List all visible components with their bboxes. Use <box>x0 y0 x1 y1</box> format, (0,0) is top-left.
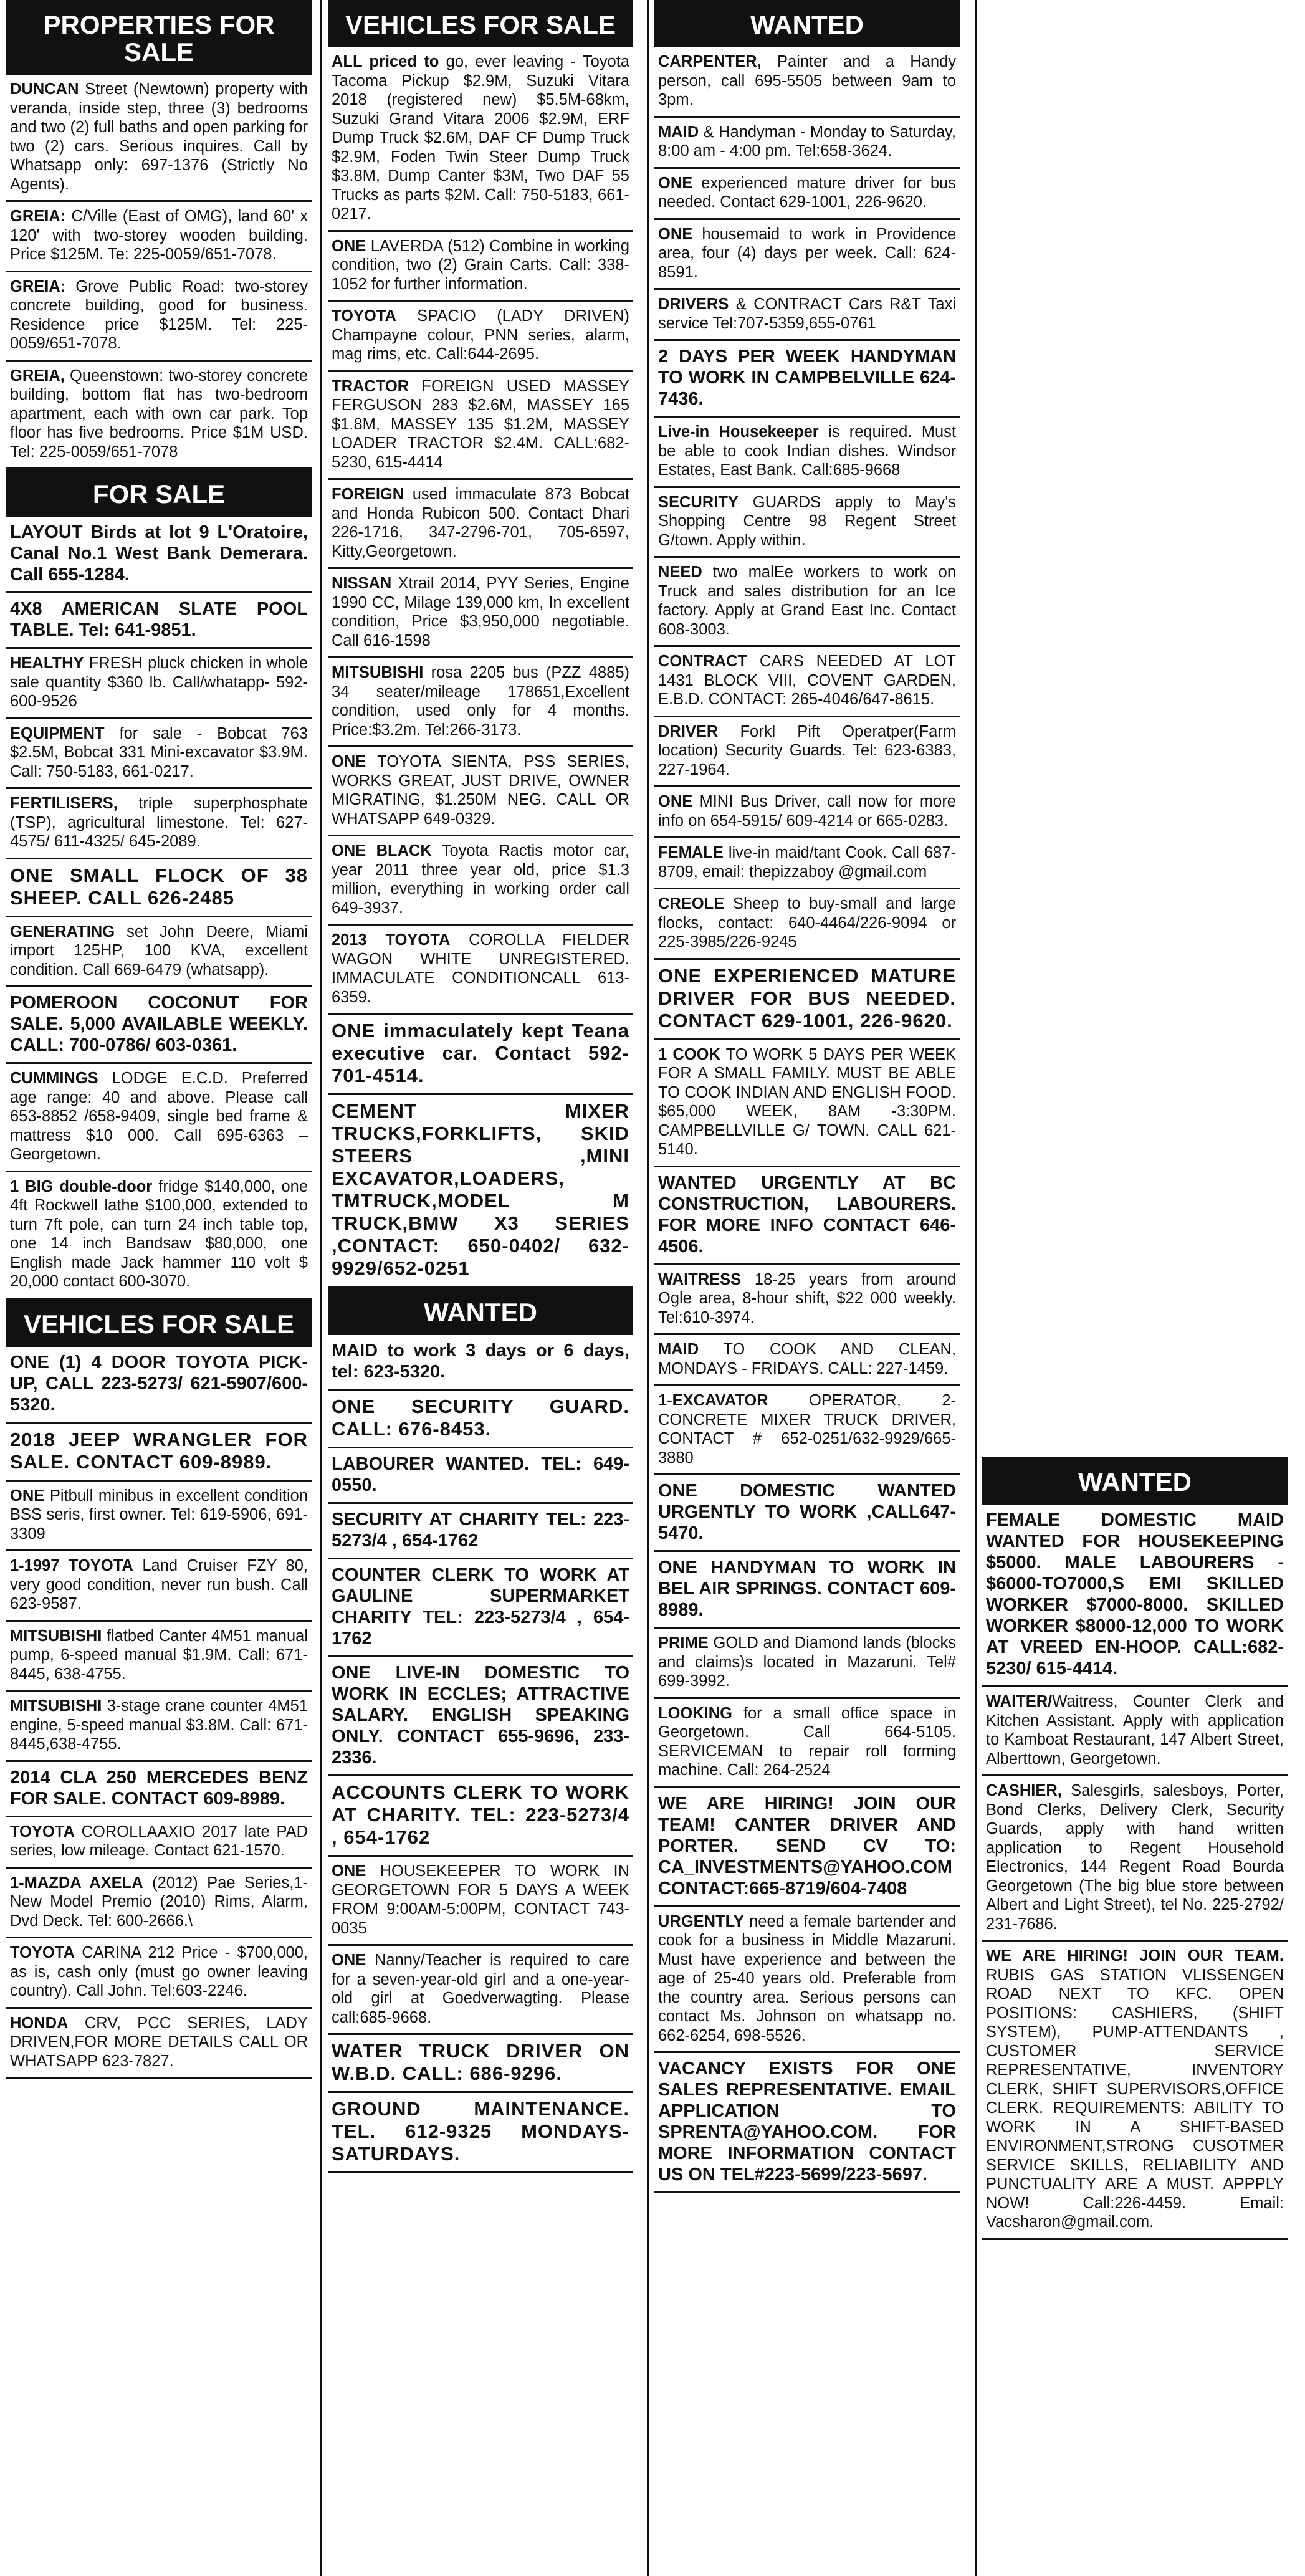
classified-ad <box>328 747 633 836</box>
ad-text: COROLLA FIELDER WAGON WHITE UNREGISTERED. IMMACULATE CONDITIONCALL 613-6359. <box>332 931 629 1006</box>
ad-lead: ONE <box>332 1951 366 1969</box>
ad-text: for sale - Bobcat 763 $2.5M, Bobcat 331 Mini-excavator $3.9M. Call: 750-5183, 661-0217. <box>10 724 308 780</box>
ad-lead: FEMALE <box>658 844 724 861</box>
ad-text: triple superphosphate (TSP), agricultural limestone. Tel: 627-4575/ 611-4325/ 645-2089. <box>10 795 308 850</box>
ad-lead: 4X8 AMERICAN SLATE POOL TABLE. Tel: 641-9851. <box>10 599 308 640</box>
ad-lead: PRIME <box>658 1634 709 1652</box>
classified-ad <box>328 47 633 232</box>
ad-text: SPACIO (LADY DRIVEN) Champayne colour, PNN series, alarm, mag rims, etc. Call:644-2695. <box>332 307 629 363</box>
ad-lead: SECURITY <box>658 493 739 511</box>
ad-list <box>328 1335 633 2173</box>
classified-ad <box>6 362 312 470</box>
classified-ad <box>6 789 312 859</box>
classified-ad <box>6 649 312 719</box>
ad-lead: 1-EXCAVATOR <box>658 1392 768 1409</box>
ad-text: MINI Bus Driver, call now for more info on 654-5915/ 609-4214 or 665-0283. <box>658 793 956 830</box>
classified-ad <box>328 1504 633 1559</box>
ad-text: & Handyman - Monday to Saturday, 8:00 am - 4:00 pm. Tel:658-3624. <box>658 123 956 160</box>
ad-text: TO WORK 5 DAYS PER WEEK FOR A SMALL FAMILY. MUST BE ABLE TO COOK INDIAN AND ENGLISH FOOD. $65,000 WEEK, 8AM -3:30PM. CAMPBELLVILLE G/ TOWN. CALL 621-5140. <box>658 1045 956 1158</box>
ad-text: Sheep to buy-small and large flocks, contact: 640-4464/226-9094 or 225-3985/226-9245 <box>658 895 956 950</box>
ad-lead: TOYOTA <box>332 307 396 325</box>
ad-text: Pitbull minibus in excellent condition BSS seris, first owner. Tel: 619-5906, 691-3309 <box>10 1487 308 1543</box>
ad-text: LAVERDA (512) Combine in working condition, two (2) Grain Carts. Call: 338-1052 for further information. <box>332 237 629 293</box>
classified-ad <box>328 1946 633 2035</box>
ad-lead: ONE SMALL FLOCK OF 38 SHEEP. CALL 626-2485 <box>10 864 308 909</box>
ad-text: Land Cruiser FZY 80, very good condition, never run bush. Call 623-9587. <box>10 1557 308 1612</box>
classified-ad <box>6 272 312 362</box>
classified-ad <box>6 1482 312 1552</box>
ad-lead: EQUIPMENT <box>10 724 105 742</box>
classified-ad <box>328 1095 633 1288</box>
ad-lead: ONE LIVE-IN DOMESTIC TO WORK IN ECCLES; ATTRACTIVE SALARY. ENGLISH SPEAKING ONLY. CONTACT 655-9696, 233-2336. <box>332 1663 629 1768</box>
classified-ad <box>328 926 633 1015</box>
column-rule <box>320 0 322 2576</box>
ad-list <box>6 517 312 1300</box>
ad-text: rosa 2205 bus (PZZ 4885) 34 seater/mileage 178651,Excellent condition, used only for 4 months. Price:$3.2m. Tel:266-3173. <box>332 664 629 739</box>
ad-text: Nanny/Teacher is required to care for a seven-year-old girl and a one-year-old girl at Goedverwagting. Please call:685-9668. <box>332 1951 629 2026</box>
ad-lead: URGENTLY <box>658 1912 744 1930</box>
ad-lead: CASHIER, <box>986 1782 1062 1799</box>
classified-ad <box>6 202 312 272</box>
ad-lead: FOREIGN <box>332 486 404 503</box>
ad-text: HOUSEKEEPER TO WORK IN GEORGETOWN FOR 5 DAYS A WEEK FROM 9:00AM-5:00PM, CONTACT 743-0035 <box>332 1862 629 1937</box>
ad-lead: 1 BIG double-door <box>10 1177 153 1195</box>
ad-lead: 2 DAYS PER WEEK HANDYMAN TO WORK IN CAMPBELVILLE 624-7436. <box>658 347 956 409</box>
ad-text: used immaculate 873 Bobcat and Honda Rubicon 500. Contact Dhari 226-1716, 347-2796-701, 705-6597, Kitty,Georgetown. <box>332 486 629 560</box>
classified-ad <box>328 1015 633 1095</box>
classified-ad <box>982 1505 1288 1687</box>
ad-text: two malEe workers to work on Truck and sales distribution for an Ice factory. Apply at Grand East Inc. Contact 608-3003. <box>658 563 956 638</box>
ad-lead: ALL priced to <box>332 53 439 70</box>
classified-ad <box>654 1475 960 1552</box>
ad-lead: MITSUBISHI <box>10 1627 102 1645</box>
ad-list <box>328 47 633 1288</box>
classified-ad <box>654 488 960 558</box>
ad-lead: ONE (1) 4 DOOR TOYOTA PICK-UP, CALL 223-5273/ 621-5907/600-5320. <box>10 1352 308 1415</box>
ad-lead: SECURITY AT CHARITY TEL: 223-5273/4 , 654-1762 <box>332 1510 629 1551</box>
ad-lead: MAID to work 3 days or 6 days, tel: 623-5320. <box>332 1341 629 1382</box>
ad-text: set John Deere, Miami import 125HP, 100 KVA, excellent condition. Call 669-6479 (whatsapp). <box>10 922 308 979</box>
classified-ad <box>654 418 960 488</box>
ad-list <box>6 1347 312 2079</box>
ad-lead: Live-in Housekeeper <box>658 423 819 441</box>
classified-ad <box>328 1857 633 1946</box>
classified-ad <box>654 1265 960 1336</box>
ad-lead: LABOURER WANTED. TEL: 649-0550. <box>332 1454 629 1495</box>
ad-lead: MITSUBISHI <box>10 1697 102 1715</box>
ad-lead: ONE <box>332 237 366 255</box>
ad-lead: DRIVER <box>658 722 719 740</box>
ad-lead: WANTED URGENTLY AT BC CONSTRUCTION, LABOURERS. FOR MORE INFO CONTACT 646-4506. <box>658 1172 956 1257</box>
classified-ad <box>328 372 633 481</box>
ad-lead: ACCOUNTS CLERK TO WORK AT CHARITY. TEL: 223-5273/4 , 654-1762 <box>332 1781 629 1848</box>
classified-ad <box>654 1167 960 1265</box>
classified-ad <box>6 1938 312 2009</box>
ad-text: flatbed Canter 4M51 manual pump, 6-speed manual $1.9M. Call: 671-8445, 638-4755. <box>10 1627 308 1683</box>
classified-ad <box>328 569 633 658</box>
ad-lead: ONE EXPERIENCED MATURE DRIVER FOR BUS NEEDED. CONTACT 629-1001, 226-9620. <box>658 964 956 1032</box>
classified-ad <box>328 2093 633 2173</box>
ad-lead: FERTILISERS, <box>10 795 118 812</box>
classified-ad <box>654 558 960 647</box>
ad-lead: LOOKING <box>658 1704 732 1722</box>
ad-lead: CREOLE <box>658 895 725 912</box>
ad-lead: ONE HANDYMAN TO WORK IN BEL AIR SPRINGS. CONTACT 609-8989. <box>658 1558 956 1620</box>
ad-lead: ONE DOMESTIC WANTED URGENTLY TO WORK ,CALL647-5470. <box>658 1481 956 1543</box>
classified-ad <box>6 2009 312 2079</box>
ad-lead: ONE SECURITY GUARD. CALL: 676-8453. <box>332 1396 629 1440</box>
section-header-wanted: WANTED <box>982 1457 1288 1505</box>
ad-list <box>6 75 312 469</box>
ad-lead: POMEROON COCONUT FOR SALE. 5,000 AVAILABLE WEEKLY. CALL: 700-0786/ 603-0361. <box>10 993 308 1055</box>
ad-text: OPERATOR, 2- CONCRETE MIXER TRUCK DRIVER, CONTACT # 652-0251/632-9929/665-3880 <box>658 1392 956 1467</box>
ad-lead: LAYOUT Birds at lot 9 L'Oratoire, Canal No.1 West Bank Demerara. Call 655-1284. <box>10 522 308 585</box>
ad-lead: TRACTOR <box>332 377 409 395</box>
ad-text: go, ever leaving - Toyota Tacoma Pickup $2.9M, Suzuki Vitara 2018 (registered new) $5.5M-68km, Suzuki Grand Vitara 2006 $2.9M, ERF Dump Truck $2.6M, DAF CF Dump Truck $2.9M, Foden Twin Steer Dump Truck $3.8M, Dump Canter $3M, Two DAF 55 Trucks as parts $2M. Call: 750-5183, 661-0217. <box>332 53 630 223</box>
classified-ad <box>654 47 960 118</box>
ad-lead: ONE immaculately kept Teana executive car. Contact 592-701-4514. <box>332 1020 629 1086</box>
ad-lead: MITSUBISHI <box>332 664 424 681</box>
ad-list <box>654 47 960 2193</box>
ad-lead: GREIA: <box>10 277 66 295</box>
column-rule <box>647 0 649 2576</box>
ad-lead: TOYOTA <box>10 1944 75 1961</box>
ad-lead: MAID <box>658 123 699 141</box>
classified-ad <box>654 1699 960 1788</box>
classified-ad <box>6 1817 312 1869</box>
ad-text: Xtrail 2014, PYY Series, Engine 1990 CC, Milage 139,000 km, In excellent condition, Price $3,950,000 negotiable. Call 616-1598 <box>332 575 629 649</box>
ad-text: CARINA 212 Price - $700,000, as is, cash only (must go owner leaving country). Call John. Tel:603-2246. <box>10 1944 308 1999</box>
classified-ad <box>328 1559 633 1657</box>
ad-text: Salesgirls, salesboys, Porter, Bond Clerks, Delivery Clerk, Security Guards, apply with hand written application to Regent Household Electronics, 144 Regent Road Bourda Georgetown (The big blue store between Albert and Light Street), tel No. 225-2792/ 231-7686. <box>986 1782 1284 1933</box>
ad-lead: ONE <box>10 1487 45 1505</box>
classified-ad <box>654 1552 960 1629</box>
ad-text: LODGE E.C.D. Preferred age range: 40 and above. Please call 653-8852 /658-9409, single bed frame & mattress $10 000. Call 695-6363 – Georgetown. <box>10 1070 308 1163</box>
ad-lead: ONE <box>658 225 693 243</box>
classified-ad <box>328 1448 633 1504</box>
ad-lead: 1-1997 TOYOTA <box>10 1557 133 1574</box>
ad-lead: FEMALE DOMESTIC MAID WANTED FOR HOUSEKEEPING $5000. MALE LABOURERS - $6000-TO7000,S EMI SKILLED WORKER $7000-8000. SKILLED WORKER $8000-12,000 TO WORK AT VREED EN-HOOP. CALL:682-5230/ 615-4414. <box>986 1510 1284 1678</box>
ad-lead: ONE <box>658 174 693 192</box>
classified-ad <box>654 717 960 788</box>
ad-lead: HEALTHY <box>10 654 84 672</box>
ad-text: Street (Newtown) property with veranda, inside step, three (3) bedrooms and two (2) full baths and open parking for two (2) cars. Serious inquires. Call by Whatsapp only: 697-1376 (Strictly No Agents). <box>10 80 308 193</box>
ad-text: FOREIGN USED MASSEY FERGUSON 283 $2.6M, MASSEY 165 $1.8M, MASSEY 135 $1.2M, MASSEY LOADER TRACTOR $2.4M. CALL:682-5230, 615-4414 <box>332 377 629 471</box>
classified-ad <box>328 1335 633 1391</box>
ad-text: housemaid to work in Providence area, four (4) days per week. Call: 624-8591. <box>658 225 956 281</box>
classified-ad <box>654 169 960 220</box>
ad-lead: COUNTER CLERK TO WORK AT GAULINE SUPERMARKET CHARITY TEL: 223-5273/4 , 654-1762 <box>332 1565 629 1649</box>
ad-lead: GREIA, <box>10 366 65 385</box>
ad-text: GUARDS apply to May's Shopping Centre 98 Regent Street G/town. Apply within. <box>658 493 956 549</box>
classified-ad <box>982 1776 1288 1942</box>
ad-text: GOLD and Diamond lands (blocks and claims)s located in Mazaruni. Tel# 699-3992. <box>658 1634 956 1690</box>
section-header-wanted: WANTED <box>654 0 960 47</box>
ad-text: TO COOK AND CLEAN, MONDAYS - FRIDAYS. CALL: 227-1459. <box>658 1341 956 1377</box>
classified-ad <box>6 75 312 202</box>
classified-ad <box>6 1762 312 1817</box>
classified-ad <box>654 1335 960 1386</box>
ad-list <box>982 1505 1288 2240</box>
classified-ad <box>6 593 312 649</box>
ad-text: CRV, PCC SERIES, LADY DRIVEN,FOR MORE DETAILS CALL OR WHATSAPP 623-7827. <box>10 2014 308 2070</box>
ad-lead: CONTRACT <box>658 653 748 670</box>
classified-ad <box>654 220 960 290</box>
ad-lead: WE ARE HIRING! JOIN OUR TEAM! CANTER DRIVER AND PORTER. SEND CV TO: CA_INVESTMENTS@YAHOO.COM CONTACT:665-8719/604-7408 <box>658 1793 956 1898</box>
ad-lead: NEED <box>658 563 702 581</box>
classified-ad <box>328 658 633 747</box>
ad-text: (2012) Pae Series,1- New Model Premio (2010) Rims, Alarm, Dvd Deck. Tel: 600-2666.\ <box>10 1874 308 1930</box>
ad-lead: MAID <box>658 1341 699 1358</box>
classified-ad <box>654 787 960 838</box>
classified-ad <box>6 1692 312 1762</box>
classified-ad <box>654 2053 960 2193</box>
ad-lead: ONE <box>658 793 693 810</box>
classified-ad <box>328 302 633 372</box>
classified-ad <box>654 118 960 169</box>
ad-lead: ONE <box>332 753 366 770</box>
column-rule <box>975 0 977 2576</box>
column-3 <box>654 0 960 2193</box>
classified-ad <box>654 1788 960 1907</box>
ad-lead: 1 COOK <box>658 1045 720 1063</box>
ad-text: C/Ville (East of OMG), land 60' x 120' with two-storey wooden building. Price $125M. Te: 225-0059/651-7078. <box>10 208 308 263</box>
ad-text: live-in maid/tant Cook. Call 687-8709, email: thepizzaboy @gmail.com <box>658 844 956 881</box>
ad-text: is required. Must be able to cook Indian dishes. Windsor Estates, East Bank. Call:685-9668 <box>658 423 956 479</box>
ad-text: FRESH pluck chicken in whole sale quantity $360 lb. Call/whatapp- 592-600-9526 <box>10 654 308 710</box>
ad-lead: GENERATING <box>10 922 115 941</box>
ad-text: 3-stage crane counter 4M51 engine, 5-speed manual $3.8M. Call: 671-8445,638-4755. <box>10 1697 308 1753</box>
ad-lead: 2018 JEEP WRANGLER FOR SALE. CONTACT 609-8989. <box>10 1428 308 1473</box>
column-2 <box>328 0 633 2173</box>
section-header-for-sale: FOR SALE <box>6 469 312 517</box>
classified-ad <box>328 232 633 302</box>
ad-lead: WAITRESS <box>658 1270 742 1288</box>
classified-ad <box>654 647 960 717</box>
classified-ad <box>6 859 312 917</box>
classified-ad <box>328 1391 633 1448</box>
classified-ad <box>6 719 312 790</box>
ad-text: Forkl Pift Operatper(Farm location) Security Guards. Tel: 623-6383, 227-1964. <box>658 722 956 778</box>
ad-lead: ONE BLACK <box>332 842 432 859</box>
ad-lead: CARPENTER, <box>658 53 762 70</box>
classified-ad <box>328 836 633 926</box>
classified-ad <box>328 480 633 569</box>
ad-lead: WATER TRUCK DRIVER ON W.B.D. CALL: 686-9296. <box>332 2040 629 2084</box>
ad-text: need a female bartender and cook for a business in Middle Mazaruni. Must have experience and between the age of 25-40 years old. Preferable from the country area. Serious persons can contact Ms. Johnson on whatsapp no. 662-6254, 698-5526. <box>658 1912 956 2044</box>
classified-ad <box>654 290 960 341</box>
classified-ad <box>6 1347 312 1424</box>
ad-text: TOYOTA SIENTA, PSS SERIES, WORKS GREAT, JUST DRIVE, OWNER MIGRATING, $1.250M NEG. CALL OR WHATSAPP 649-0329. <box>332 753 629 828</box>
ad-lead: GREIA: <box>10 208 66 225</box>
ad-lead: CEMENT MIXER TRUCKS,FORKLIFTS, SKID STEERS ,MINI EXCAVATOR,LOADERS, TMTRUCK,MODEL M TRUCK,BMW X3 SERIES ,CONTACT: 650-0402/ 632-9929/652-0251 <box>332 1100 629 1279</box>
section-header-properties: PROPERTIES FOR SALE <box>6 0 312 75</box>
ad-text: CARS NEEDED AT LOT 1431 BLOCK VIII, COVENT GARDEN, E.B.D. CONTACT: 265-4046/647-8615. <box>658 653 956 708</box>
ad-text: & CONTRACT Cars R&T Taxi service Tel:707-5359,655-0761 <box>658 295 956 332</box>
ad-lead: TOYOTA <box>10 1822 75 1841</box>
classified-ad <box>654 1629 960 1699</box>
classified-ad <box>654 1907 960 2054</box>
classified-ad <box>6 1172 312 1300</box>
ad-lead: DUNCAN <box>10 80 79 98</box>
section-header-wanted: WANTED <box>328 1288 633 1335</box>
ad-text: for a small office space in Georgetown. Call 664-5105. SERVICEMAN to repair roll forming machine. Call: 264-2524 <box>658 1704 956 1779</box>
classified-ad <box>6 1622 312 1692</box>
section-header-vehicles: VEHICLES FOR SALE <box>6 1300 312 1347</box>
column-1 <box>6 0 312 2079</box>
classified-ad <box>6 517 312 593</box>
classified-ad <box>654 1386 960 1475</box>
ad-lead: WAITER/ <box>986 1693 1053 1710</box>
classified-ad <box>328 1657 633 1776</box>
ad-lead: GROUND MAINTENANCE. TEL. 612-9325 MONDAYS-SATURDAYS. <box>332 2098 629 2165</box>
ad-lead: 2013 TOYOTA <box>332 931 451 949</box>
ad-lead: VACANCY EXISTS FOR ONE SALES REPRESENTATIVE. EMAIL APPLICATION TO SPRENTA@YAHOO.COM. FOR MORE INFORMATION CONTACT US ON TEL#223-5699/223-5697. <box>658 2059 956 2185</box>
ad-text: Queenstown: two-storey concrete building, bottom flat has two-bedroom apartment, each with own car park. Top floor has five bedrooms. Price $1M USD. Tel: 225-0059/651-7078 <box>10 366 308 461</box>
ad-lead: HONDA <box>10 2014 69 2032</box>
ad-text: RUBIS GAS STATION VLISSENGEN ROAD NEXT TO KFC. OPEN POSITIONS: CASHIERS, (SHIFT SYSTEM), PUMP-ATTENDANTS , CUSTOMER SERVICE REPRESENTATIVE, INVENTORY CLERK, SHIFT SUPERVISORS,OFFICE CLERK. REQUIREMENTS: ABILITY TO WORK IN A SHIFT-BASED ENVIRONMENT,STRONG CUSOTMER SERVICE SKILLS, RELIABILITY AND PUNCTUALITY ARE A MUST. APPPLY NOW! Call:226-4459. Email: Vacsharon@gmail.com. <box>986 1966 1284 2231</box>
classified-ad <box>6 987 312 1064</box>
column-4 <box>982 1457 1288 2240</box>
ad-lead: NISSAN <box>332 575 392 592</box>
classified-ad <box>654 341 960 418</box>
ad-lead: 1-MAZDA AXELA <box>10 1874 143 1892</box>
ad-lead: CUMMINGS <box>10 1070 98 1087</box>
ad-text: fridge $140,000, one 4ft Rockwell lathe $100,000, extended to turn 7ft pole, can turn 24 inch table top, one 14 inch Bandsaw $80,000, one English made Jack hammer 110 volt $ 20,000 contact 600-3070. <box>10 1177 308 1290</box>
classified-ad <box>654 889 960 960</box>
classified-ad <box>328 1776 633 1857</box>
ad-text: 18-25 years from around Ogle area, 8-hour shift, $22 000 weekly. Tel:610-3974. <box>658 1270 956 1326</box>
ad-text: Toyota Ractis motor car, year 2011 three year old, price $1.3 million, everything in working order call 649-3937. <box>332 842 629 917</box>
classified-ad <box>982 1687 1288 1776</box>
section-header-vehicles: VEHICLES FOR SALE <box>328 0 633 47</box>
ad-text: COROLLAAXIO 2017 late PAD series, low mileage. Contact 621-1570. <box>10 1822 308 1859</box>
classified-ad <box>654 1040 960 1167</box>
ad-lead: DRIVERS <box>658 295 729 313</box>
ad-text: Waitress, Counter Clerk and Kitchen Assistant. Apply with application to Kamboat Restaurant, 147 Albert Street, Alberttown, Georgetown. <box>986 1693 1284 1768</box>
ad-lead: WE ARE HIRING! JOIN OUR TEAM. <box>986 1947 1284 1965</box>
ad-text: Grove Public Road: two-storey concrete building, good for business. Residence price $125M. Tel: 225-0059/651-7078. <box>10 277 308 352</box>
classified-ad <box>6 917 312 988</box>
classified-ad <box>6 1551 312 1622</box>
ad-text: experienced mature driver for bus needed. Contact 629-1001, 226-9620. <box>658 174 956 211</box>
classified-ad <box>6 1869 312 1939</box>
classified-ad <box>982 1942 1288 2240</box>
ad-text: Painter and a Handy person, call 695-5505 between 9am to 3pm. <box>658 53 956 108</box>
ad-lead: 2014 CLA 250 MERCEDES BENZ FOR SALE. CONTACT 609-8989. <box>10 1767 308 1809</box>
classified-ad <box>328 2035 633 2093</box>
classified-ad <box>6 1064 312 1172</box>
classified-ad <box>6 1424 312 1482</box>
classified-ad <box>654 960 960 1040</box>
classified-ad <box>654 838 960 889</box>
ad-lead: ONE <box>332 1862 366 1880</box>
